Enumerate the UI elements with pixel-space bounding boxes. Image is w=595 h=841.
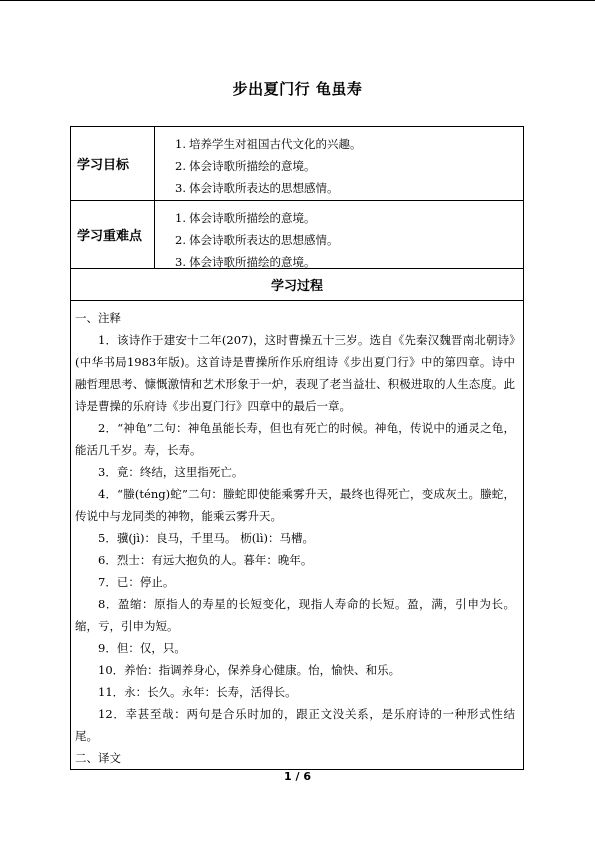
goals-row	[71, 127, 523, 201]
goal-item: 1. 培养学生对祖国古代文化的兴趣。	[175, 137, 362, 151]
note-paragraph: 11．永：长久。永年：长寿，活得长。	[98, 685, 297, 699]
top-rule	[0, 0, 595, 1]
key-points-label: 学习重难点	[71, 201, 155, 268]
key-points-row	[71, 201, 523, 269]
note-paragraph: 8．盈缩：原指人的寿星的长短变化，现指人寿命的长短。盈，满，引申为长。缩，亏，引申为短。	[75, 597, 515, 633]
note-paragraph: 7．已：停止。	[98, 575, 175, 589]
note-paragraph: 12．幸甚至哉：两句是合乐时加的，跟正文没关系，是乐府诗的一种形式性结尾。	[75, 707, 515, 743]
note-paragraph: 9．但：仅，只。	[98, 641, 186, 655]
note-paragraph: 2．“神龟”二句：神龟虽能长寿，但也有死亡的时候。神龟，传说中的通灵之龟，能活几千岁。寿，长寿。	[75, 421, 515, 457]
goal-item: 2. 体会诗歌所描绘的意境。	[175, 159, 316, 173]
note-paragraph: 6．烈士：有远大抱负的人。暮年：晚年。	[98, 553, 313, 567]
key-point-item: 3. 体会诗歌所描绘的意境。	[175, 255, 316, 269]
key-point-item: 1. 体会诗歌所描绘的意境。	[175, 211, 316, 225]
page-number: 1 / 6	[284, 770, 311, 783]
study-table	[70, 126, 524, 770]
note-paragraph: 1．该诗作于建安十二年(207)，这时曹操五十三岁。选自《先秦汉魏晋南北朝诗》(中华书局1983年版)。这首诗是曹操所作乐府组诗《步出夏门行》中的第四章。诗中融哲理思考、慷慨激情和艺术形象于一炉，表现了老当益壮、积极进取的人生态度。此诗是曹操的乐府诗《步出夏门行》四章中的最后一章。	[75, 333, 515, 413]
goals-list	[155, 127, 523, 200]
process-body	[71, 301, 523, 769]
process-title: 学习过程	[270, 279, 323, 294]
note-paragraph: 10．养怡：指调养身心，保养身心健康。怡，愉快、和乐。	[98, 663, 401, 677]
goals-label: 学习目标	[71, 127, 155, 200]
section-heading-translation: 二、译文	[75, 751, 121, 765]
note-paragraph: 5．骥(jì)：良马，千里马。 枥(lì)：马槽。	[98, 531, 315, 545]
key-point-item: 2. 体会诗歌所表达的思想感情。	[175, 233, 339, 247]
goal-item: 3. 体会诗歌所表达的思想感情。	[175, 181, 339, 195]
process-header-row	[71, 269, 523, 301]
key-points-list	[155, 201, 523, 268]
section-heading-notes: 一、注释	[75, 311, 121, 325]
note-paragraph: 3．竟：终结，这里指死亡。	[98, 465, 244, 479]
note-paragraph: 4．“螣(téng)蛇”二句：螣蛇即使能乘雾升天，最终也得死亡，变成灰土。螣蛇，传说中与龙同类的神物，能乘云雾升天。	[75, 487, 515, 523]
page-title: 步出夏门行 龟虽寿	[232, 80, 363, 98]
